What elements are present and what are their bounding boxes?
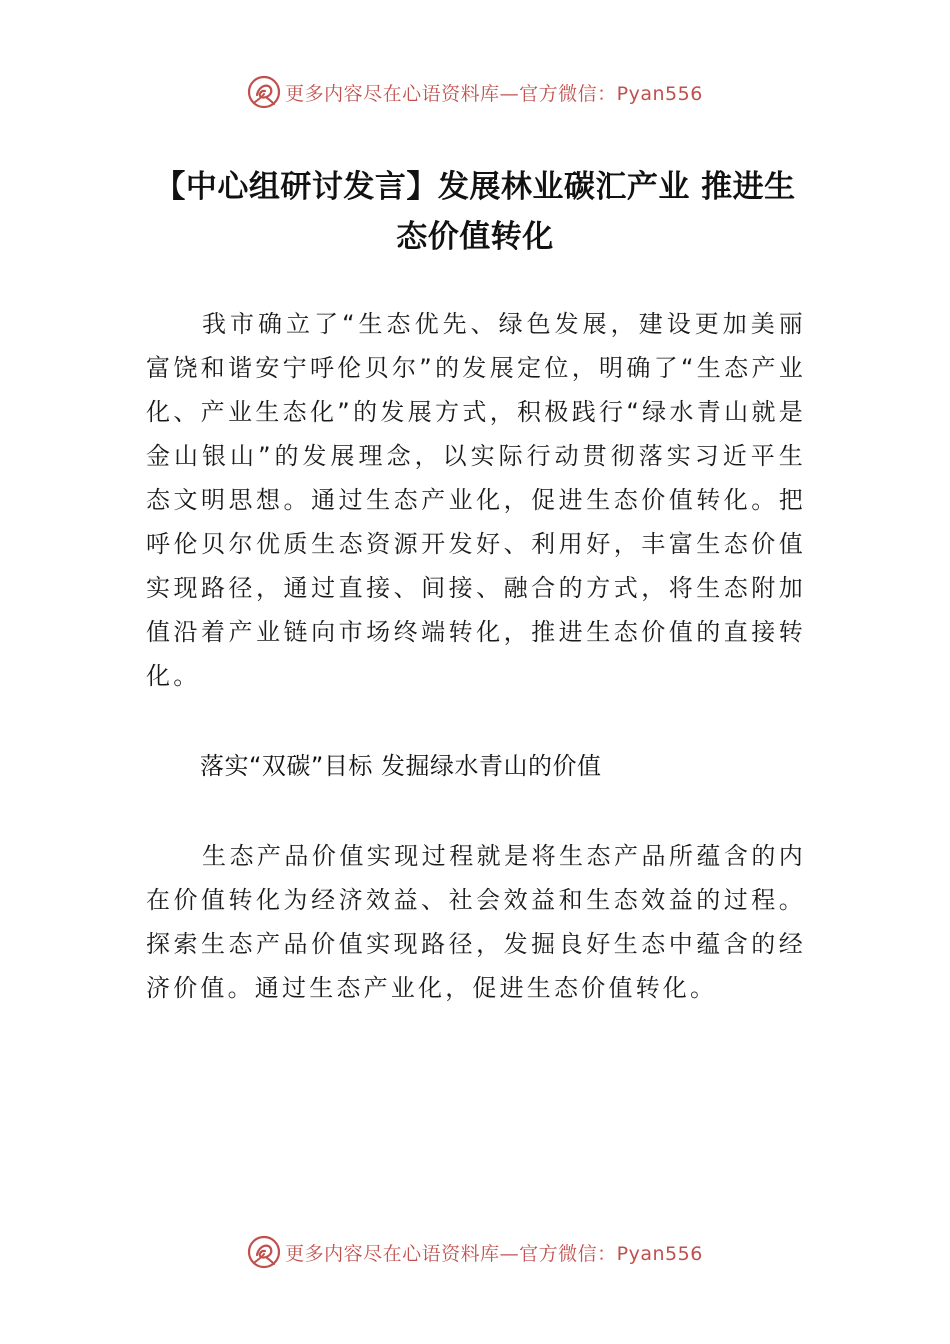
body-paragraph-1: 我市确立了“生态优先、绿色发展，建设更加美丽富饶和谐安宁呼伦贝尔”的发展定位，明确了“生态产业化、产业生态化”的发展方式，积极践行“绿水青山就是金山银山”的发展理念，以实际行动贯彻落实习近平生态文明思想。通过生态产业化，促进生态价值转化。把呼伦贝尔优质生态资源开发好、利用好，丰富生态价值实现路径，通过直接、间接、融合的方式，将生态附加值沿着产业链向市场终端转化，推进生态价值的直接转化。 bbox=[146, 310, 806, 690]
watermark-text: 更多内容尽在心语资料库—官方微信：Pyan556 bbox=[285, 1242, 703, 1265]
watermark-wechat-id: Pyan556 bbox=[616, 82, 703, 105]
rose-flower-icon bbox=[247, 1235, 281, 1269]
watermark-text: 更多内容尽在心语资料库—官方微信：Pyan556 bbox=[285, 82, 703, 105]
rose-flower-icon bbox=[247, 75, 281, 109]
body-paragraph-2: 生态产品价值实现过程就是将生态产品所蕴含的内在价值转化为经济效益、社会效益和生态效益的过程。探索生态产品价值实现路径，发掘良好生态中蕴含的经济价值。通过生态产业化，促进生态价值转化。 bbox=[146, 842, 806, 1002]
footer-watermark bbox=[0, 1232, 950, 1272]
document-title: 【中心组研讨发言】发展林业碳汇产业 推进生态价值转化 bbox=[154, 169, 796, 255]
section-subheading: 落实“双碳”目标 发掘绿水青山的价值 bbox=[200, 752, 602, 780]
header-watermark bbox=[0, 72, 950, 112]
watermark-wechat-id: Pyan556 bbox=[616, 1242, 703, 1265]
